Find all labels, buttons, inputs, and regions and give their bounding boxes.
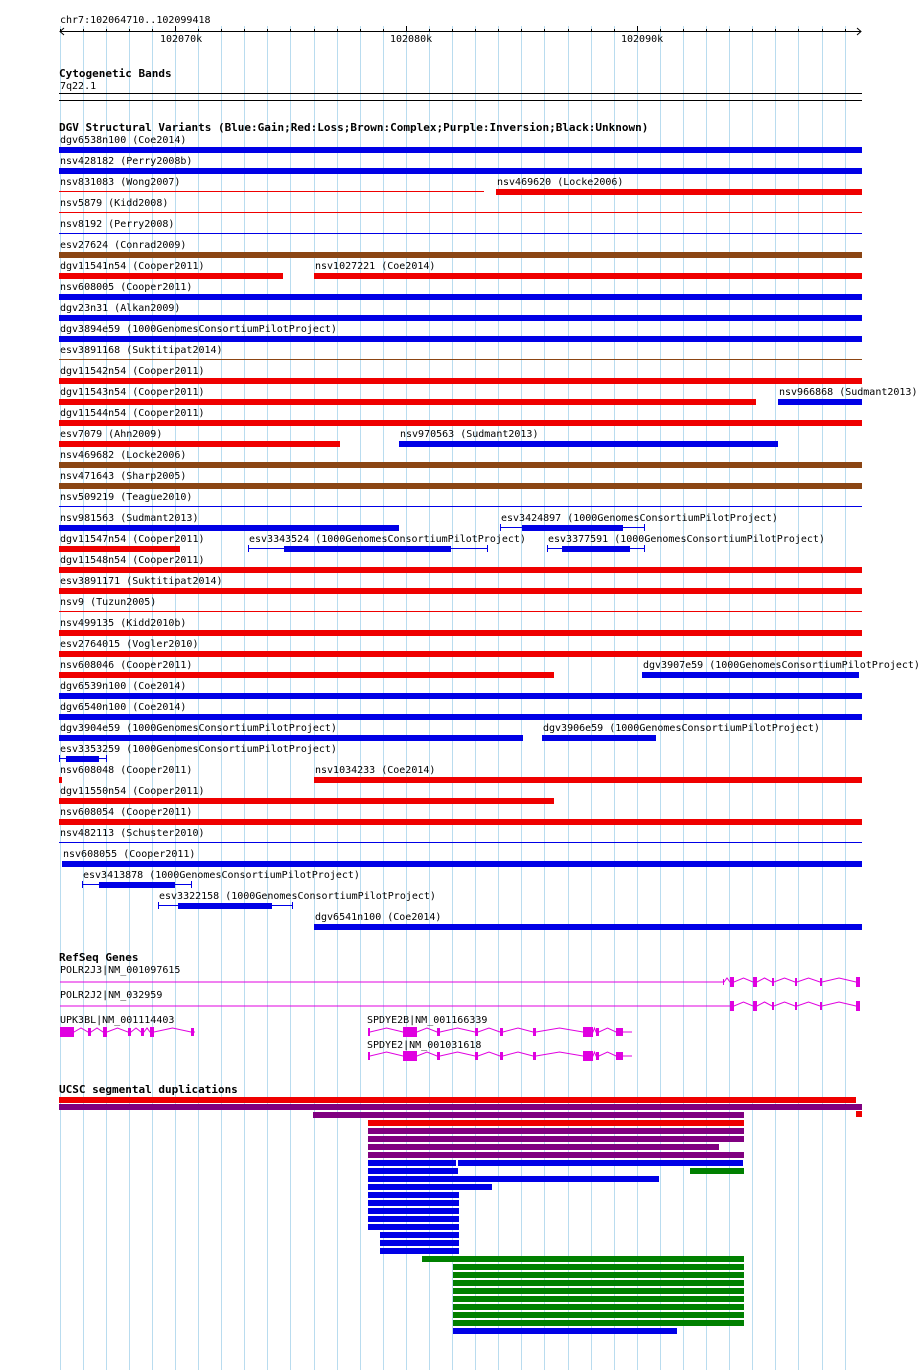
sv-label[interactable]: esv3322158 (1000GenomesConsortiumPilotProject) xyxy=(159,891,436,902)
gene-exon[interactable] xyxy=(475,1052,478,1060)
sv-feature-bar[interactable] xyxy=(59,735,523,741)
sv-label[interactable]: nsv970563 (Sudmant2013) xyxy=(400,429,539,440)
sv-label[interactable]: nsv608048 (Cooper2011) xyxy=(60,765,193,776)
sv-label[interactable]: esv3413878 (1000GenomesConsortiumPilotProject) xyxy=(83,870,360,881)
gene-label[interactable]: POLR2J2|NM_032959 xyxy=(60,990,163,1001)
sv-feature-bar[interactable] xyxy=(62,861,862,867)
sv-feature-bar[interactable] xyxy=(542,735,656,741)
gene-exon[interactable] xyxy=(191,1028,194,1036)
dgv-track-title: DGV Structural Variants (Blue:Gain;Red:Loss;Brown:Complex;Purple:Inversion;Black:Unknown) xyxy=(59,121,649,134)
sv-label[interactable]: dgv6538n100 (Coe2014) xyxy=(60,135,187,146)
sv-feature-bar[interactable] xyxy=(59,630,862,636)
gene-exon[interactable] xyxy=(820,978,822,986)
sv-label[interactable]: dgv11543n54 (Cooper2011) xyxy=(60,387,205,398)
sv-feature-bar[interactable] xyxy=(59,252,862,258)
cytoband-title: Cytogenetic Bands xyxy=(59,67,172,80)
sv-label[interactable]: nsv966868 (Sudmant2013) xyxy=(779,387,918,398)
sv-label[interactable]: nsv469682 (Locke2006) xyxy=(60,450,187,461)
segdup-bar[interactable] xyxy=(690,1168,744,1174)
gene-exon[interactable] xyxy=(772,978,774,986)
gene-exon[interactable] xyxy=(150,1027,154,1037)
gene-exon[interactable] xyxy=(583,1051,593,1061)
sv-label[interactable]: dgv11544n54 (Cooper2011) xyxy=(60,408,205,419)
sv-label[interactable]: dgv3906e59 (1000GenomesConsortiumPilotProject) xyxy=(543,723,820,734)
sv-label[interactable]: dgv23n31 (Alkan2009) xyxy=(60,303,181,314)
gene-exon[interactable] xyxy=(616,1052,623,1060)
gene-exon[interactable] xyxy=(730,1001,734,1011)
sv-label[interactable]: dgv3907e59 (1000GenomesConsortiumPilotProject) xyxy=(643,660,920,671)
sv-feature-bar[interactable] xyxy=(314,924,862,930)
sv-feature-bar[interactable] xyxy=(59,147,862,153)
sv-feature-thin[interactable] xyxy=(59,191,484,192)
sv-feature-bar[interactable] xyxy=(59,420,862,426)
gene-exon[interactable] xyxy=(856,977,860,987)
sv-feature-bar[interactable] xyxy=(59,462,862,468)
sv-feature-core[interactable] xyxy=(66,756,99,762)
gene-exon[interactable] xyxy=(820,1002,822,1010)
gene-exon[interactable] xyxy=(437,1028,440,1036)
sv-feature-bar[interactable] xyxy=(59,399,756,405)
segdup-bar[interactable] xyxy=(453,1296,744,1302)
sv-label[interactable]: nsv509219 (Teague2010) xyxy=(60,492,193,503)
sv-feature-bar[interactable] xyxy=(59,315,862,321)
sv-feature-bar[interactable] xyxy=(59,798,554,804)
segdup-bar[interactable] xyxy=(453,1312,744,1318)
gene-exon[interactable] xyxy=(772,1002,774,1010)
gene-exon[interactable] xyxy=(437,1052,440,1060)
segdup-bar[interactable] xyxy=(368,1184,492,1190)
segdup-bar[interactable] xyxy=(59,1097,856,1103)
sv-label[interactable]: esv2764015 (Vogler2010) xyxy=(60,639,199,650)
gene-exon[interactable] xyxy=(596,1052,599,1060)
sv-label[interactable]: dgv6540n100 (Coe2014) xyxy=(60,702,187,713)
gene-exon[interactable] xyxy=(753,1001,757,1011)
segdup-bar[interactable] xyxy=(380,1240,459,1246)
sv-feature-cap xyxy=(191,881,192,888)
sv-label[interactable]: esv3424897 (1000GenomesConsortiumPilotProject) xyxy=(501,513,778,524)
gene-intron[interactable] xyxy=(60,1028,195,1032)
sv-label[interactable]: dgv11548n54 (Cooper2011) xyxy=(60,555,205,566)
sv-feature-bar[interactable] xyxy=(59,294,862,300)
segdup-bar[interactable] xyxy=(313,1112,744,1118)
sv-feature-core[interactable] xyxy=(99,882,175,888)
sv-feature-thin[interactable] xyxy=(59,233,862,234)
sv-label[interactable]: nsv1034233 (Coe2014) xyxy=(315,765,436,776)
coordinate-ruler[interactable] xyxy=(0,0,890,45)
gene-exon[interactable] xyxy=(500,1028,503,1036)
segdup-bar[interactable] xyxy=(453,1272,744,1278)
sv-label[interactable]: dgv3904e59 (1000GenomesConsortiumPilotProject) xyxy=(60,723,337,734)
sv-feature-cap xyxy=(644,545,645,552)
gene-exon[interactable] xyxy=(500,1052,503,1060)
sv-feature-thin[interactable] xyxy=(59,212,862,213)
sv-label[interactable]: nsv469620 (Locke2006) xyxy=(497,177,624,188)
cytoband-label[interactable]: 7q22.1 xyxy=(60,81,97,92)
ruler-tick-label: 102080k xyxy=(390,34,433,45)
sv-label[interactable]: nsv608005 (Cooper2011) xyxy=(60,282,193,293)
gene-exon[interactable] xyxy=(596,1028,599,1036)
sv-feature-bar[interactable] xyxy=(59,168,862,174)
segdup-bar[interactable] xyxy=(453,1264,744,1270)
segdup-bar[interactable] xyxy=(453,1288,744,1294)
segdup-bar[interactable] xyxy=(458,1160,743,1166)
sv-feature-bar[interactable] xyxy=(59,588,862,594)
sv-label[interactable]: nsv608055 (Cooper2011) xyxy=(63,849,196,860)
sv-label[interactable]: nsv499135 (Kidd2010b) xyxy=(60,618,187,629)
ruler-range: chr7:102064710..102099418 xyxy=(60,15,211,26)
sv-label[interactable]: nsv831083 (Wong2007) xyxy=(60,177,181,188)
sv-feature-bar[interactable] xyxy=(314,777,862,783)
sv-feature-bar[interactable] xyxy=(59,714,862,720)
gene-label[interactable]: POLR2J3|NM_001097615 xyxy=(60,965,181,976)
sv-feature-bar[interactable] xyxy=(59,672,554,678)
sv-feature-cap xyxy=(106,755,107,762)
gene-exon[interactable] xyxy=(403,1051,417,1061)
sv-feature-thin[interactable] xyxy=(59,611,862,612)
cytoband-line xyxy=(59,93,862,94)
segdup-bar[interactable] xyxy=(856,1111,862,1117)
sv-feature-bar[interactable] xyxy=(399,441,778,447)
sv-feature-bar[interactable] xyxy=(59,483,862,489)
segdup-bar[interactable] xyxy=(368,1168,458,1174)
gene-label[interactable]: SPDYE2B|NM_001166339 xyxy=(367,1015,488,1026)
segdup-bar[interactable] xyxy=(380,1248,459,1254)
sv-feature-thin[interactable] xyxy=(59,506,862,507)
sv-feature-bar[interactable] xyxy=(59,693,862,699)
segdup-bar[interactable] xyxy=(368,1224,459,1230)
gene-exon[interactable] xyxy=(730,977,734,987)
sv-label[interactable]: nsv482113 (Schuster2010) xyxy=(60,828,205,839)
sv-label[interactable]: dgv11550n54 (Cooper2011) xyxy=(60,786,205,797)
gene-exon[interactable] xyxy=(103,1027,107,1037)
gene-exon[interactable] xyxy=(475,1028,478,1036)
segdup-bar[interactable] xyxy=(59,1104,862,1110)
sv-feature-bar[interactable] xyxy=(314,273,862,279)
sv-feature-cap xyxy=(547,545,548,552)
gene-exon[interactable] xyxy=(88,1028,91,1036)
gene-models[interactable] xyxy=(0,970,890,1060)
gene-exon[interactable] xyxy=(753,977,757,987)
sv-feature-core[interactable] xyxy=(562,546,630,552)
sv-feature-core[interactable] xyxy=(178,903,272,909)
sv-label[interactable]: dgv6541n100 (Coe2014) xyxy=(315,912,442,923)
segdup-bar[interactable] xyxy=(380,1232,459,1238)
sv-feature-bar[interactable] xyxy=(642,672,859,678)
sv-label[interactable]: nsv8192 (Perry2008) xyxy=(60,219,175,230)
gene-exon[interactable] xyxy=(583,1027,593,1037)
ruler-tick-label: 102070k xyxy=(160,34,203,45)
gene-exon[interactable] xyxy=(141,1028,144,1036)
sv-feature-bar[interactable] xyxy=(59,525,399,531)
segdup-bar[interactable] xyxy=(368,1128,744,1134)
refseq-title: RefSeq Genes xyxy=(59,951,139,964)
gene-exon[interactable] xyxy=(368,1052,370,1060)
sv-feature-cap xyxy=(59,755,60,762)
sv-label[interactable]: esv3343524 (1000GenomesConsortiumPilotProject) xyxy=(249,534,526,545)
gene-exon[interactable] xyxy=(856,1001,860,1011)
ruler-axis xyxy=(0,0,890,36)
sv-feature-bar[interactable] xyxy=(778,399,862,405)
segdup-bar[interactable] xyxy=(368,1208,459,1214)
sv-feature-bar[interactable] xyxy=(59,378,862,384)
sv-label[interactable]: nsv428182 (Perry2008b) xyxy=(60,156,193,167)
sv-label[interactable]: nsv1027221 (Coe2014) xyxy=(315,261,436,272)
gene-exon[interactable] xyxy=(533,1028,536,1036)
segdup-bar[interactable] xyxy=(368,1136,744,1142)
sv-feature-bar[interactable] xyxy=(59,651,862,657)
segdup-bar[interactable] xyxy=(368,1120,744,1126)
gene-exon[interactable] xyxy=(795,978,797,986)
sv-label[interactable]: nsv9 (Tuzun2005) xyxy=(60,597,157,608)
sv-label[interactable]: dgv3894e59 (1000GenomesConsortiumPilotProject) xyxy=(60,324,337,335)
segdup-bar[interactable] xyxy=(368,1176,659,1182)
sv-label[interactable]: dgv11541n54 (Cooper2011) xyxy=(60,261,205,272)
segdup-bar[interactable] xyxy=(368,1192,459,1198)
gene-intron[interactable] xyxy=(60,978,860,982)
sv-label[interactable]: esv7079 (Ahn2009) xyxy=(60,429,163,440)
sv-feature-bar[interactable] xyxy=(59,441,340,447)
sv-label[interactable]: nsv608054 (Cooper2011) xyxy=(60,807,193,818)
segdup-bar[interactable] xyxy=(453,1304,744,1310)
sv-label[interactable]: esv3353259 (1000GenomesConsortiumPilotProject) xyxy=(60,744,337,755)
gene-exon[interactable] xyxy=(533,1052,536,1060)
sv-label[interactable]: esv27624 (Conrad2009) xyxy=(60,240,187,251)
sv-label[interactable]: dgv6539n100 (Coe2014) xyxy=(60,681,187,692)
gene-label[interactable]: SPDYE2|NM_001031618 xyxy=(367,1040,482,1051)
segdup-bar[interactable] xyxy=(368,1152,744,1158)
sv-feature-bar[interactable] xyxy=(59,567,862,573)
gene-exon[interactable] xyxy=(368,1028,370,1036)
sv-feature-core[interactable] xyxy=(522,525,623,531)
segdup-bar[interactable] xyxy=(368,1200,459,1206)
gene-label[interactable]: UPK3BL|NM_001114403 xyxy=(60,1015,175,1026)
sv-label[interactable]: nsv981563 (Sudmant2013) xyxy=(60,513,199,524)
sv-label[interactable]: esv3377591 (1000GenomesConsortiumPilotProject) xyxy=(548,534,825,545)
ruler-tick-label: 102090k xyxy=(621,34,664,45)
sv-feature-thin[interactable] xyxy=(59,842,862,843)
segdup-bar[interactable] xyxy=(368,1160,456,1166)
sv-label[interactable]: dgv11547n54 (Cooper2011) xyxy=(60,534,205,545)
segdup-bar[interactable] xyxy=(453,1280,744,1286)
cytoband-line xyxy=(59,100,862,101)
gene-exon[interactable] xyxy=(128,1028,131,1036)
gene-exon[interactable] xyxy=(795,1002,797,1010)
gene-exon[interactable] xyxy=(616,1028,623,1036)
sv-feature-thin[interactable] xyxy=(59,359,862,360)
segdup-bar[interactable] xyxy=(453,1328,677,1334)
segdup-bar[interactable] xyxy=(422,1256,744,1262)
gene-exon[interactable] xyxy=(723,979,724,985)
sv-feature-cap xyxy=(487,545,488,552)
sv-feature-cap xyxy=(500,524,501,531)
sv-label[interactable]: nsv471643 (Sharp2005) xyxy=(60,471,187,482)
sv-label[interactable]: nsv608046 (Cooper2011) xyxy=(60,660,193,671)
sv-feature-cap xyxy=(644,524,645,531)
gene-intron[interactable] xyxy=(60,1002,860,1006)
sv-feature-core[interactable] xyxy=(284,546,451,552)
sv-label[interactable]: nsv5879 (Kidd2008) xyxy=(60,198,169,209)
segdup-bar[interactable] xyxy=(368,1144,719,1150)
sv-feature-cap xyxy=(292,902,293,909)
sv-feature-cap xyxy=(248,545,249,552)
segdup-bar[interactable] xyxy=(453,1320,744,1326)
gene-exon[interactable] xyxy=(403,1027,417,1037)
sv-feature-bar[interactable] xyxy=(59,777,62,783)
segdup-bar[interactable] xyxy=(368,1216,459,1222)
sv-feature-bar[interactable] xyxy=(59,546,180,552)
sv-feature-bar[interactable] xyxy=(496,189,862,195)
sv-feature-bar[interactable] xyxy=(59,819,862,825)
sv-feature-cap xyxy=(82,881,83,888)
sv-feature-bar[interactable] xyxy=(59,336,862,342)
sv-label[interactable]: esv3891171 (Suktitipat2014) xyxy=(60,576,223,587)
segdup-title: UCSC segmental duplications xyxy=(59,1083,238,1096)
sv-label[interactable]: dgv11542n54 (Cooper2011) xyxy=(60,366,205,377)
sv-label[interactable]: esv3891168 (Suktitipat2014) xyxy=(60,345,223,356)
gene-exon[interactable] xyxy=(60,1027,74,1037)
sv-feature-cap xyxy=(158,902,159,909)
sv-feature-bar[interactable] xyxy=(59,273,283,279)
